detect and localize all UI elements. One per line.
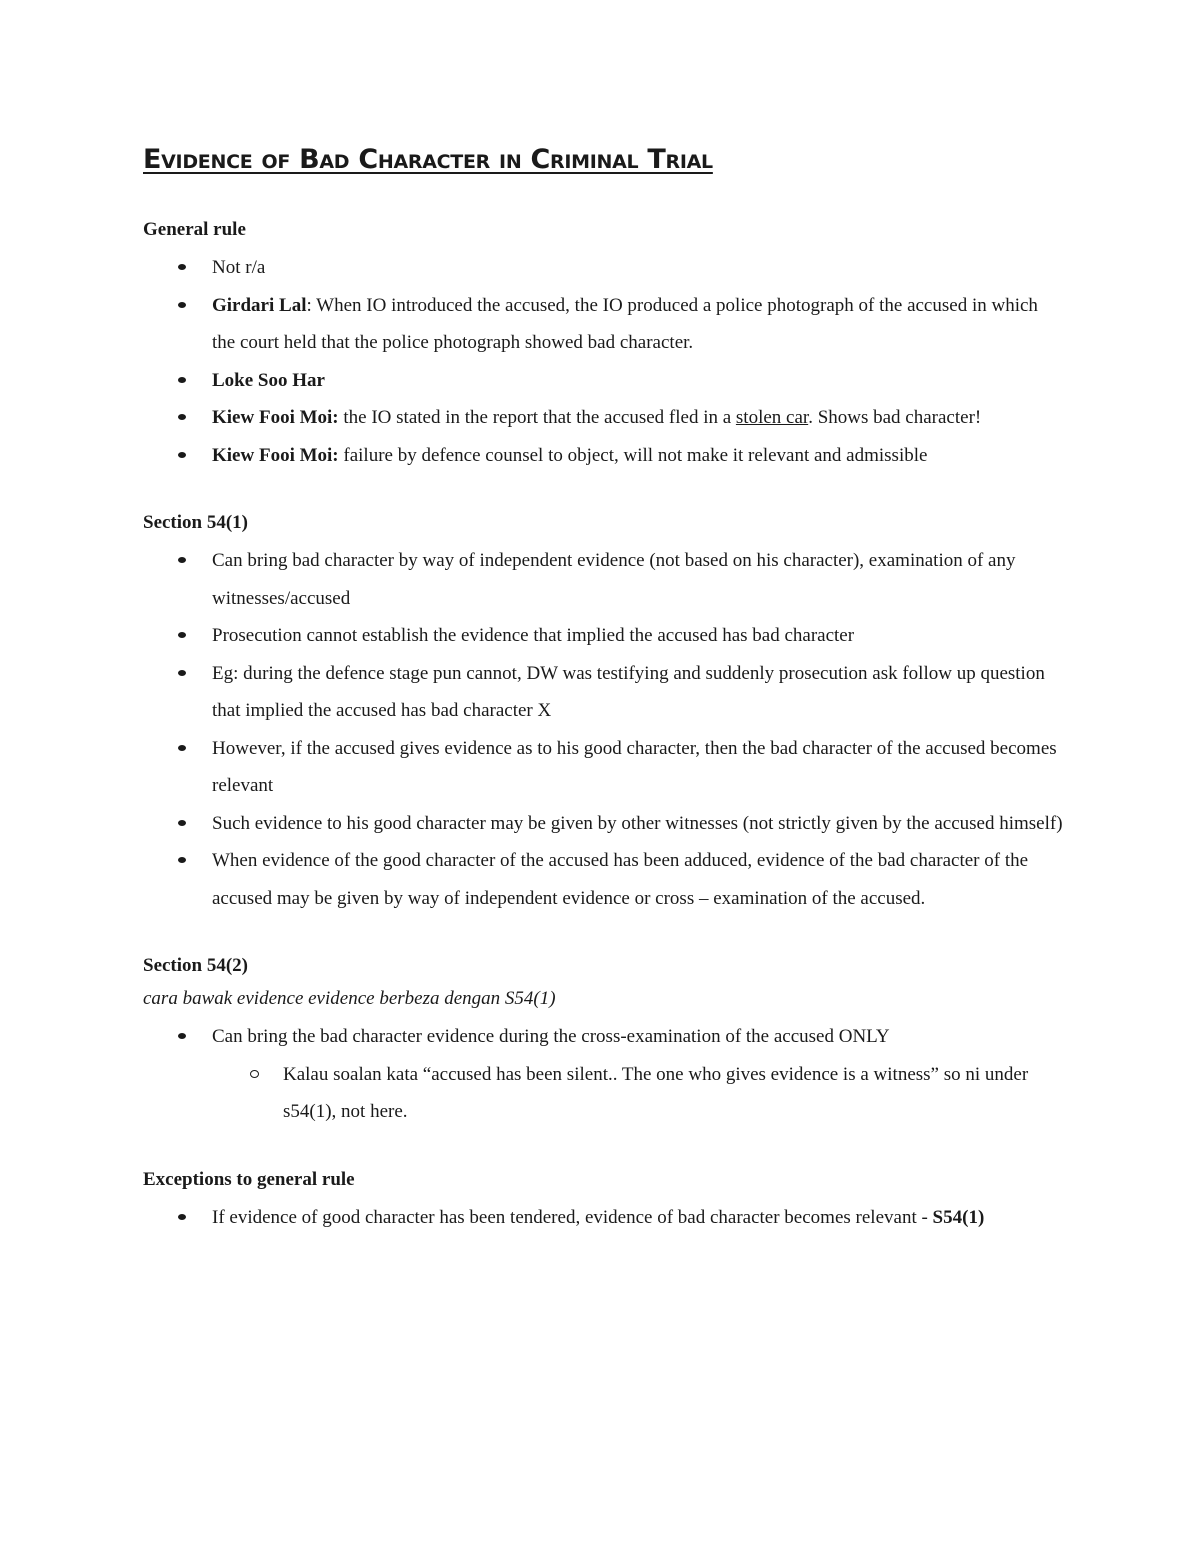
- section-reference: S54(1): [932, 1206, 985, 1228]
- section-54-1: [143, 509, 1063, 917]
- list-item: [143, 362, 1063, 400]
- list-item: If evidence of good character has been tendered, evidence of bad character becomes relevant - S54(1): [143, 1199, 1063, 1237]
- heading-section-54-2: Section 54(2): [143, 955, 249, 976]
- heading-section-54-1: Section 54(1): [143, 512, 249, 533]
- case-name: Kiew Fooi Moi:: [212, 444, 339, 466]
- bullet-list: [143, 1199, 1063, 1237]
- bullet-list: [143, 1018, 1063, 1131]
- list-item: However, if the accused gives evidence as to his good character, then the bad character of the accused becomes relevant: [143, 730, 1063, 805]
- section-general-rule: [143, 216, 1063, 474]
- heading-general-rule: General rule: [143, 219, 246, 240]
- list-item: Kiew Fooi Moi: failure by defence counsel to object, will not make it relevant and admissible: [143, 437, 1063, 475]
- list-item: Girdari Lal: When IO introduced the accused, the IO produced a police photograph of the accused in which the court held that the police photograph showed bad character.: [143, 287, 1063, 362]
- section-exceptions: [143, 1166, 1063, 1237]
- list-item: Can bring the bad character evidence during the cross-examination of the accused ONLY Kalau soalan kata “accused has been silent.. The one who gives evidence is a witness” so ni under s54(1), not here.: [143, 1018, 1063, 1131]
- bullet-list: [143, 542, 1063, 917]
- list-item: Prosecution cannot establish the evidence that implied the accused has bad character: [143, 617, 1063, 655]
- underlined-text: stolen car: [735, 407, 809, 428]
- section-54-2: [143, 952, 1063, 1131]
- heading-exceptions: Exceptions to general rule: [143, 1168, 355, 1190]
- list-item: Eg: during the defence stage pun cannot, DW was testifying and suddenly prosecution ask follow up question that implied the accused has bad character X: [143, 655, 1063, 730]
- list-item: Kiew Fooi Moi: the IO stated in the report that the accused fled in a stolen car. Shows bad character!: [143, 399, 1063, 437]
- case-name: Girdari Lal: [212, 294, 307, 316]
- document-title: Evidence of Bad Character in Criminal Trial: [143, 144, 713, 175]
- sub-bullet-list: [212, 1056, 1063, 1131]
- bullet-list: [143, 249, 1063, 474]
- sub-list-item: Kalau soalan kata “accused has been silent.. The one who gives evidence is a witness” so ni under s54(1), not here.: [212, 1056, 1063, 1131]
- subheading-section-54-2: cara bawak evidence evidence berbeza dengan S54(1): [143, 988, 556, 1009]
- document-page: [143, 140, 1063, 1271]
- case-name: Kiew Fooi Moi:: [212, 407, 339, 428]
- list-item: When evidence of the good character of the accused has been adduced, evidence of the bad character of the accused may be given by way of independent evidence or cross – examination of the accused.: [143, 842, 1063, 917]
- list-item: Can bring bad character by way of independent evidence (not based on his character), examination of any witnesses/accused: [143, 542, 1063, 617]
- list-item: Such evidence to his good character may be given by other witnesses (not strictly given by the accused himself): [143, 805, 1063, 843]
- case-name: Loke Soo Har: [212, 369, 325, 391]
- list-item: Not r/a: [143, 249, 1063, 287]
